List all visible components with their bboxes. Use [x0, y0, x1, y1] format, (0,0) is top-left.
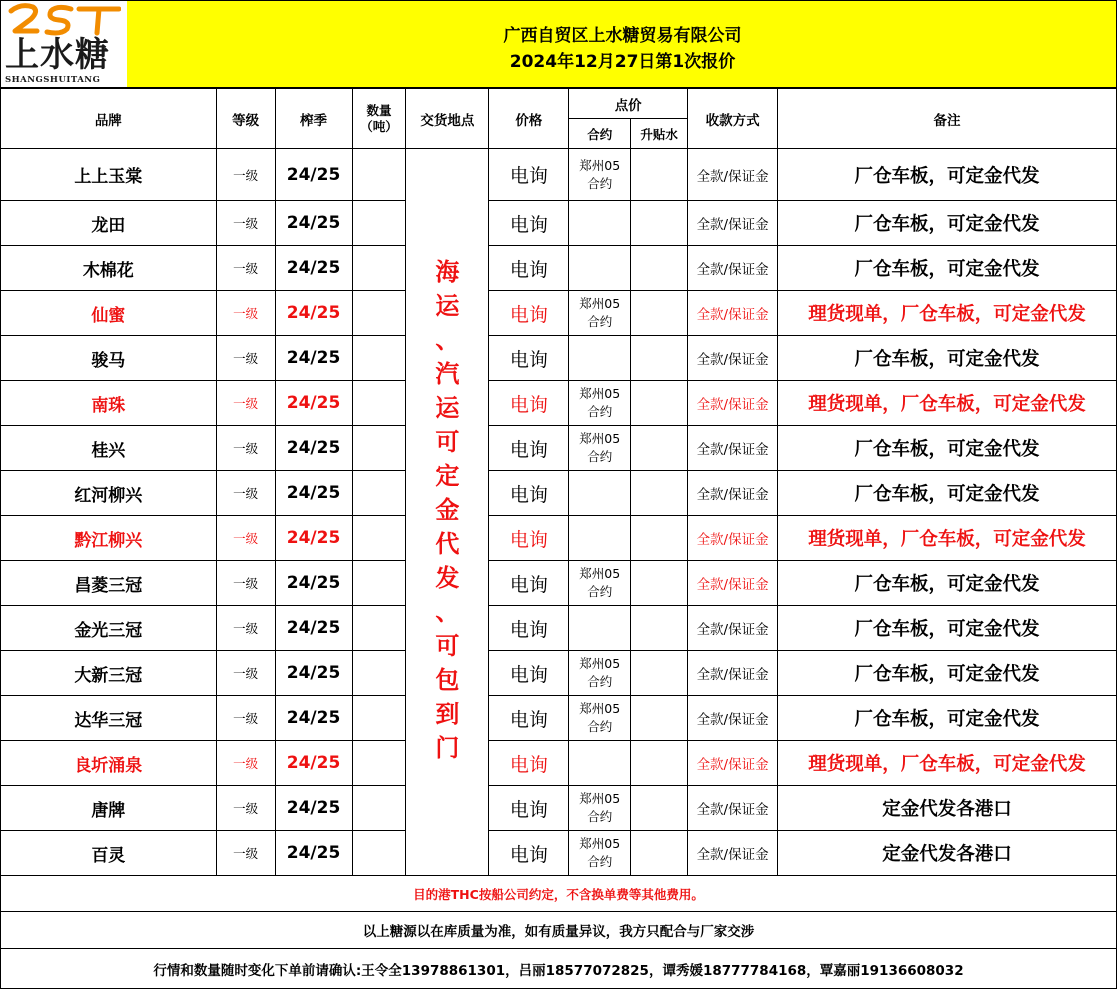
brand-cell: 红河柳兴: [1, 471, 217, 516]
table-row: [1, 696, 1117, 741]
brand-cell: 黔江柳兴: [1, 516, 217, 561]
contract-cell: [569, 426, 631, 471]
contract-line: 郑州05: [579, 296, 621, 311]
grade-cell: 一级: [216, 291, 275, 336]
premium-cell: [631, 336, 688, 381]
quantity-cell: [352, 381, 406, 426]
payment-cell: 全款/保证金: [688, 471, 778, 516]
quantity-cell: [352, 516, 406, 561]
payment-cell: 全款/保证金: [688, 336, 778, 381]
price-cell: 电询: [489, 291, 569, 336]
delivery-char: 包: [435, 666, 460, 694]
delivery-char: 、: [435, 598, 460, 626]
season-cell: 24/25: [275, 696, 352, 741]
season-cell: 24/25: [275, 561, 352, 606]
payment-cell: 全款/保证金: [688, 831, 778, 876]
season-cell: 24/25: [275, 471, 352, 516]
season-cell: 24/25: [275, 786, 352, 831]
remarks-cell: 定金代发各港口: [778, 786, 1117, 831]
contract-cell: [569, 561, 631, 606]
header-season: 榨季: [275, 89, 352, 149]
premium-cell: [631, 149, 688, 201]
remarks-cell: 厂仓车板，可定金代发: [778, 246, 1117, 291]
contract-line: 合约: [587, 175, 613, 191]
quantity-cell: [352, 246, 406, 291]
quantity-cell: [352, 149, 406, 201]
brand-cell: 仙蜜: [1, 291, 217, 336]
payment-cell: 全款/保证金: [688, 291, 778, 336]
footer-contact-note: 行情和数量随时变化下单前请确认:王令全13978861301，吕丽18577072825，谭秀媛18777784168，覃嘉丽19136608032: [1, 949, 1117, 989]
header-location: 交货地点: [406, 89, 489, 149]
delivery-char: 汽: [435, 360, 460, 388]
price-cell: 电询: [489, 246, 569, 291]
contract-cell: [569, 516, 631, 561]
contract-line: 合约: [587, 404, 613, 419]
grade-cell: 一级: [216, 201, 275, 246]
price-cell: 电询: [489, 561, 569, 606]
contract-line: 郑州05: [579, 157, 621, 173]
contract-cell: [569, 741, 631, 786]
payment-cell: 全款/保证金: [688, 516, 778, 561]
season-cell: 24/25: [275, 651, 352, 696]
contract-cell: [569, 696, 631, 741]
premium-cell: [631, 561, 688, 606]
contract-cell: [569, 786, 631, 831]
quantity-cell: [352, 561, 406, 606]
grade-cell: 一级: [216, 471, 275, 516]
header-brand: 品牌: [1, 89, 217, 149]
brand-cell: 南珠: [1, 381, 217, 426]
contract-cell: [569, 246, 631, 291]
contract-cell: [569, 149, 631, 201]
premium-cell: [631, 516, 688, 561]
table-row: [1, 831, 1117, 876]
logo-subtext: SHANGSHUITANG: [5, 75, 101, 85]
quantity-cell: [352, 606, 406, 651]
contract-cell: [569, 831, 631, 876]
delivery-char: 金: [435, 496, 460, 524]
remarks-cell: 厂仓车板，可定金代发: [778, 201, 1117, 246]
price-table: [0, 88, 1117, 989]
quantity-cell: [352, 786, 406, 831]
premium-cell: [631, 381, 688, 426]
header-quantity: 数量（吨）: [352, 89, 406, 149]
payment-cell: 全款/保证金: [688, 786, 778, 831]
grade-cell: 一级: [216, 606, 275, 651]
contract-line: 郑州05: [579, 431, 621, 446]
contract-cell: [569, 606, 631, 651]
brand-cell: 上上玉棠: [1, 149, 217, 201]
contract-line: 郑州05: [579, 836, 621, 851]
contract-line: 郑州05: [579, 791, 621, 806]
quantity-cell: [352, 201, 406, 246]
payment-cell: 全款/保证金: [688, 606, 778, 651]
footer-quality-note: 以上糖源以在库质量为准，如有质量异议，我方只配合与厂家交涉: [1, 912, 1117, 949]
price-cell: 电询: [489, 381, 569, 426]
contract-cell: [569, 201, 631, 246]
table-row: [1, 741, 1117, 786]
table-row: [1, 201, 1117, 246]
header-grade: 等级: [216, 89, 275, 149]
contract-line: 郑州05: [579, 656, 621, 671]
company-title: 广西自贸区上水糖贸易有限公司: [503, 26, 742, 46]
contract-line: 郑州05: [579, 386, 621, 401]
season-cell: 24/25: [275, 246, 352, 291]
remarks-cell: 厂仓车板，可定金代发: [778, 336, 1117, 381]
table-row: [1, 651, 1117, 696]
grade-cell: 一级: [216, 696, 275, 741]
brand-cell: 龙田: [1, 201, 217, 246]
table-row: [1, 149, 1117, 201]
quantity-cell: [352, 651, 406, 696]
contract-cell: [569, 471, 631, 516]
grade-cell: 一级: [216, 381, 275, 426]
premium-cell: [631, 651, 688, 696]
price-cell: 电询: [489, 651, 569, 696]
table-row: [1, 606, 1117, 651]
premium-cell: [631, 471, 688, 516]
payment-cell: 全款/保证金: [688, 246, 778, 291]
premium-cell: [631, 741, 688, 786]
brand-cell: 昌菱三冠: [1, 561, 217, 606]
season-cell: 24/25: [275, 516, 352, 561]
premium-cell: [631, 696, 688, 741]
brand-cell: 达华三冠: [1, 696, 217, 741]
premium-cell: [631, 201, 688, 246]
grade-cell: 一级: [216, 651, 275, 696]
header-points: 点价: [569, 89, 688, 119]
remarks-cell: 厂仓车板，可定金代发: [778, 651, 1117, 696]
remarks-cell: 定金代发各港口: [778, 831, 1117, 876]
contract-line: 郑州05: [579, 566, 621, 581]
quantity-cell: [352, 291, 406, 336]
table-row: [1, 381, 1117, 426]
table-row: [1, 516, 1117, 561]
contract-line: 合约: [587, 719, 613, 734]
company-logo: [1, 1, 127, 87]
payment-cell: 全款/保证金: [688, 426, 778, 471]
premium-cell: [631, 246, 688, 291]
brand-cell: 骏马: [1, 336, 217, 381]
logo-text: 上水糖: [5, 35, 110, 75]
header-remarks: 备注: [778, 89, 1117, 149]
contract-line: 合约: [587, 854, 613, 869]
price-cell: 电询: [489, 201, 569, 246]
contract-line: 合约: [587, 449, 613, 464]
premium-cell: [631, 291, 688, 336]
price-cell: 电询: [489, 606, 569, 651]
price-cell: 电询: [489, 149, 569, 201]
table-row: [1, 246, 1117, 291]
delivery-char: 门: [435, 734, 460, 762]
brand-cell: 木棉花: [1, 246, 217, 291]
contract-cell: [569, 651, 631, 696]
grade-cell: 一级: [216, 336, 275, 381]
delivery-char: 可: [435, 632, 460, 660]
contract-line: 合约: [587, 809, 613, 824]
grade-cell: 一级: [216, 246, 275, 291]
brand-cell: 大新三冠: [1, 651, 217, 696]
remarks-cell: 厂仓车板，可定金代发: [778, 471, 1117, 516]
footer-thc-note: 目的港THC按船公司约定，不含换单费等其他费用。: [1, 876, 1117, 912]
grade-cell: 一级: [216, 831, 275, 876]
quantity-cell: [352, 741, 406, 786]
delivery-char: 运: [435, 394, 460, 422]
payment-cell: 全款/保证金: [688, 201, 778, 246]
table-row: [1, 471, 1117, 516]
remarks-cell: 厂仓车板，可定金代发: [778, 696, 1117, 741]
delivery-char: 发: [435, 564, 460, 592]
price-cell: 电询: [489, 786, 569, 831]
header-payment: 收款方式: [688, 89, 778, 149]
contract-line: 合约: [587, 314, 613, 329]
grade-cell: 一级: [216, 426, 275, 471]
price-cell: 电询: [489, 471, 569, 516]
price-cell: 电询: [489, 336, 569, 381]
payment-cell: 全款/保证金: [688, 696, 778, 741]
price-cell: 电询: [489, 426, 569, 471]
header-price: 价格: [489, 89, 569, 149]
contract-cell: [569, 291, 631, 336]
premium-cell: [631, 426, 688, 471]
brand-cell: 良圻涌泉: [1, 741, 217, 786]
premium-cell: [631, 606, 688, 651]
brand-cell: 唐牌: [1, 786, 217, 831]
price-cell: 电询: [489, 741, 569, 786]
contract-line: 郑州05: [579, 701, 621, 716]
price-cell: 电询: [489, 696, 569, 741]
table-row: [1, 291, 1117, 336]
header-contract: 合约: [569, 119, 631, 149]
delivery-char: 到: [435, 700, 460, 728]
remarks-cell: 理货现单，厂仓车板，可定金代发: [778, 381, 1117, 426]
season-cell: 24/25: [275, 201, 352, 246]
remarks-cell: 厂仓车板，可定金代发: [778, 426, 1117, 471]
delivery-char: 海: [435, 258, 460, 286]
delivery-char: 代: [435, 530, 460, 558]
contract-line: 合约: [587, 674, 613, 689]
contract-cell: [569, 336, 631, 381]
quantity-cell: [352, 831, 406, 876]
grade-cell: 一级: [216, 516, 275, 561]
brand-cell: 桂兴: [1, 426, 217, 471]
remarks-cell: 理货现单，厂仓车板，可定金代发: [778, 741, 1117, 786]
remarks-cell: 理货现单，厂仓车板，可定金代发: [778, 516, 1117, 561]
remarks-cell: 厂仓车板，可定金代发: [778, 606, 1117, 651]
logo-mark-icon: [7, 3, 121, 39]
price-cell: 电询: [489, 516, 569, 561]
grade-cell: 一级: [216, 561, 275, 606]
table-row: [1, 561, 1117, 606]
header-premium: 升贴水: [631, 119, 688, 149]
season-cell: 24/25: [275, 291, 352, 336]
quantity-cell: [352, 696, 406, 741]
delivery-location-cell: [406, 149, 489, 876]
season-cell: 24/25: [275, 606, 352, 651]
delivery-char: 、: [435, 326, 460, 354]
table-row: [1, 786, 1117, 831]
price-cell: 电询: [489, 831, 569, 876]
payment-cell: 全款/保证金: [688, 381, 778, 426]
payment-cell: 全款/保证金: [688, 149, 778, 201]
contract-cell: [569, 381, 631, 426]
delivery-char: 定: [435, 462, 460, 490]
season-cell: 24/25: [275, 426, 352, 471]
quantity-cell: [352, 336, 406, 381]
premium-cell: [631, 831, 688, 876]
table-row: [1, 426, 1117, 471]
grade-cell: 一级: [216, 786, 275, 831]
season-cell: 24/25: [275, 741, 352, 786]
remarks-cell: 厂仓车板，可定金代发: [778, 561, 1117, 606]
season-cell: 24/25: [275, 336, 352, 381]
brand-cell: 金光三冠: [1, 606, 217, 651]
grade-cell: 一级: [216, 149, 275, 201]
season-cell: 24/25: [275, 149, 352, 201]
quantity-cell: [352, 471, 406, 516]
grade-cell: 一级: [216, 741, 275, 786]
brand-cell: 百灵: [1, 831, 217, 876]
payment-cell: 全款/保证金: [688, 561, 778, 606]
season-cell: 24/25: [275, 831, 352, 876]
contract-line: 合约: [587, 584, 613, 599]
payment-cell: 全款/保证金: [688, 651, 778, 696]
delivery-char: 运: [435, 292, 460, 320]
remarks-cell: 厂仓车板，可定金代发: [778, 149, 1117, 201]
quote-date-title: 2024年12月27日第1次报价: [509, 52, 736, 72]
premium-cell: [631, 786, 688, 831]
season-cell: 24/25: [275, 381, 352, 426]
delivery-char: 可: [435, 428, 460, 456]
remarks-cell: 理货现单，厂仓车板，可定金代发: [778, 291, 1117, 336]
payment-cell: 全款/保证金: [688, 741, 778, 786]
table-row: [1, 336, 1117, 381]
quantity-cell: [352, 426, 406, 471]
